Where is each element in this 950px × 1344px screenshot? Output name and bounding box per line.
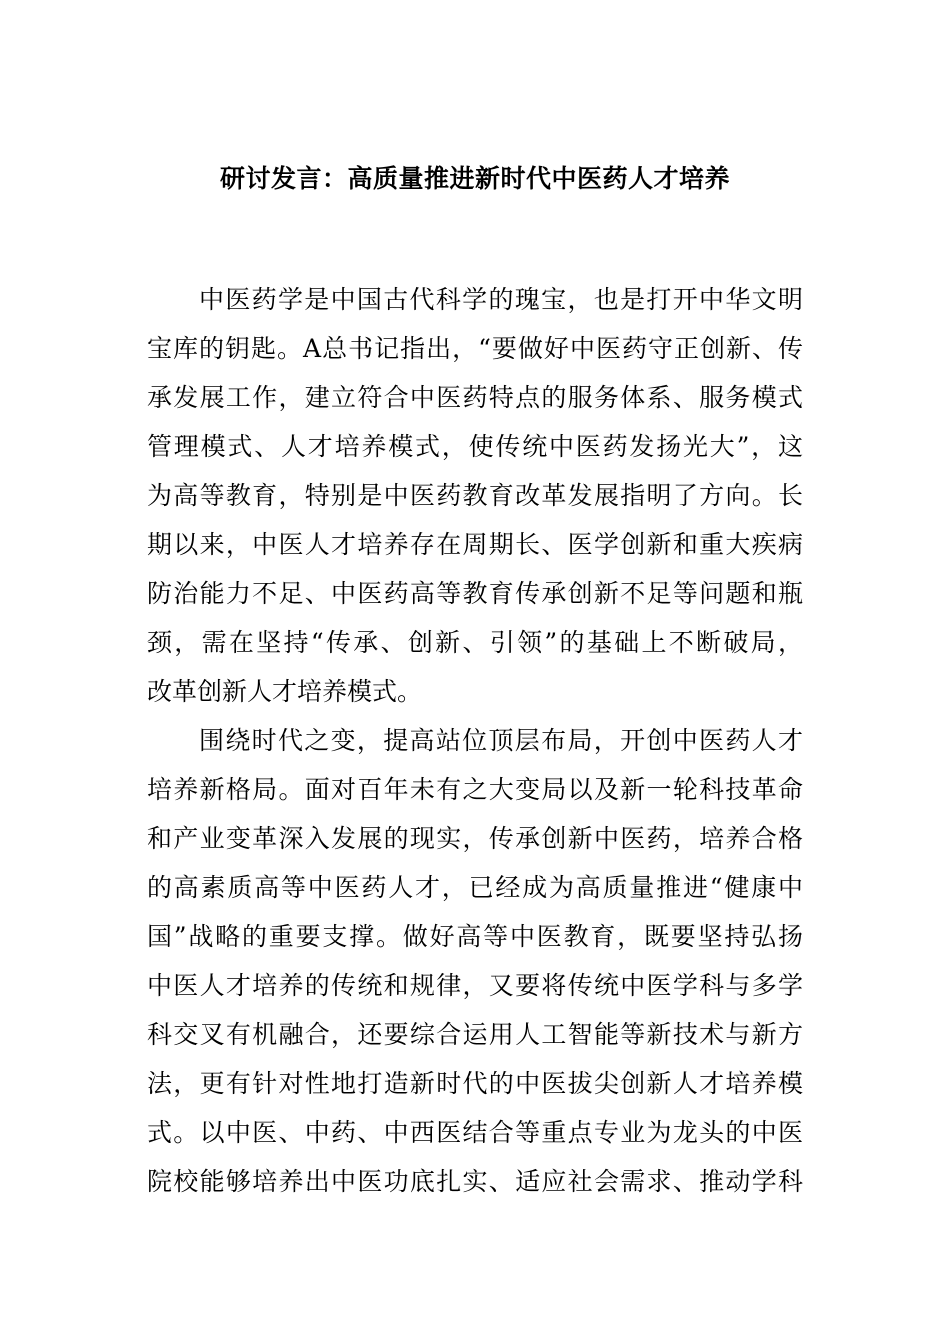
text-line: 科交叉有机融合，还要综合运用人工智能等新技术与新方 bbox=[147, 1020, 803, 1049]
text-line: 式。以中医、中药、中西医结合等重点专业为龙头的中医 bbox=[147, 1118, 803, 1147]
text-line: 和产业变革深入发展的现实，传承创新中医药，培养合格 bbox=[147, 824, 803, 853]
text-line: 期以来，中医人才培养存在周期长、医学创新和重大疾病 bbox=[147, 530, 803, 559]
text-line: 围绕时代之变，提高站位顶层布局，开创中医药人才 bbox=[199, 726, 803, 755]
text-line: 培养新格局。面对百年未有之大变局以及新一轮科技革命 bbox=[147, 775, 803, 804]
text-line: 中医人才培养的传统和规律，又要将传统中医学科与多学 bbox=[147, 971, 803, 1000]
text-line: 宝库的钥匙。A总书记指出，“要做好中医药守正创新、传 bbox=[147, 334, 803, 363]
text-line: 承发展工作，建立符合中医药特点的服务体系、服务模式 bbox=[147, 383, 803, 412]
text-line: 为高等教育，特别是中医药教育改革发展指明了方向。长 bbox=[147, 481, 803, 510]
document-title: 研讨发言：高质量推进新时代中医药人才培养 bbox=[219, 164, 730, 193]
text-line: 管理模式、人才培养模式，使传统中医药发扬光大”，这 bbox=[147, 432, 803, 461]
text-line: 国”战略的重要支撑。做好高等中医教育，既要坚持弘扬 bbox=[147, 922, 803, 951]
text-line: 颈，需在坚持“传承、创新、引领”的基础上不断破局， bbox=[147, 628, 803, 657]
paragraph-1 bbox=[147, 275, 803, 716]
text-line: 中医药学是中国古代科学的瑰宝，也是打开中华文明 bbox=[199, 285, 803, 314]
text-line: 防治能力不足、中医药高等教育传承创新不足等问题和瓶 bbox=[147, 579, 803, 608]
text-line: 院校能够培养出中医功底扎实、适应社会需求、推动学科 bbox=[147, 1167, 803, 1196]
document-body bbox=[147, 275, 803, 1206]
text-line: 法，更有针对性地打造新时代的中医拔尖创新人才培养模 bbox=[147, 1069, 803, 1098]
text-line: 改革创新人才培养模式。 bbox=[147, 677, 423, 706]
text-line: 的高素质高等中医药人才，已经成为高质量推进“健康中 bbox=[147, 873, 803, 902]
paragraph-2 bbox=[147, 716, 803, 1206]
